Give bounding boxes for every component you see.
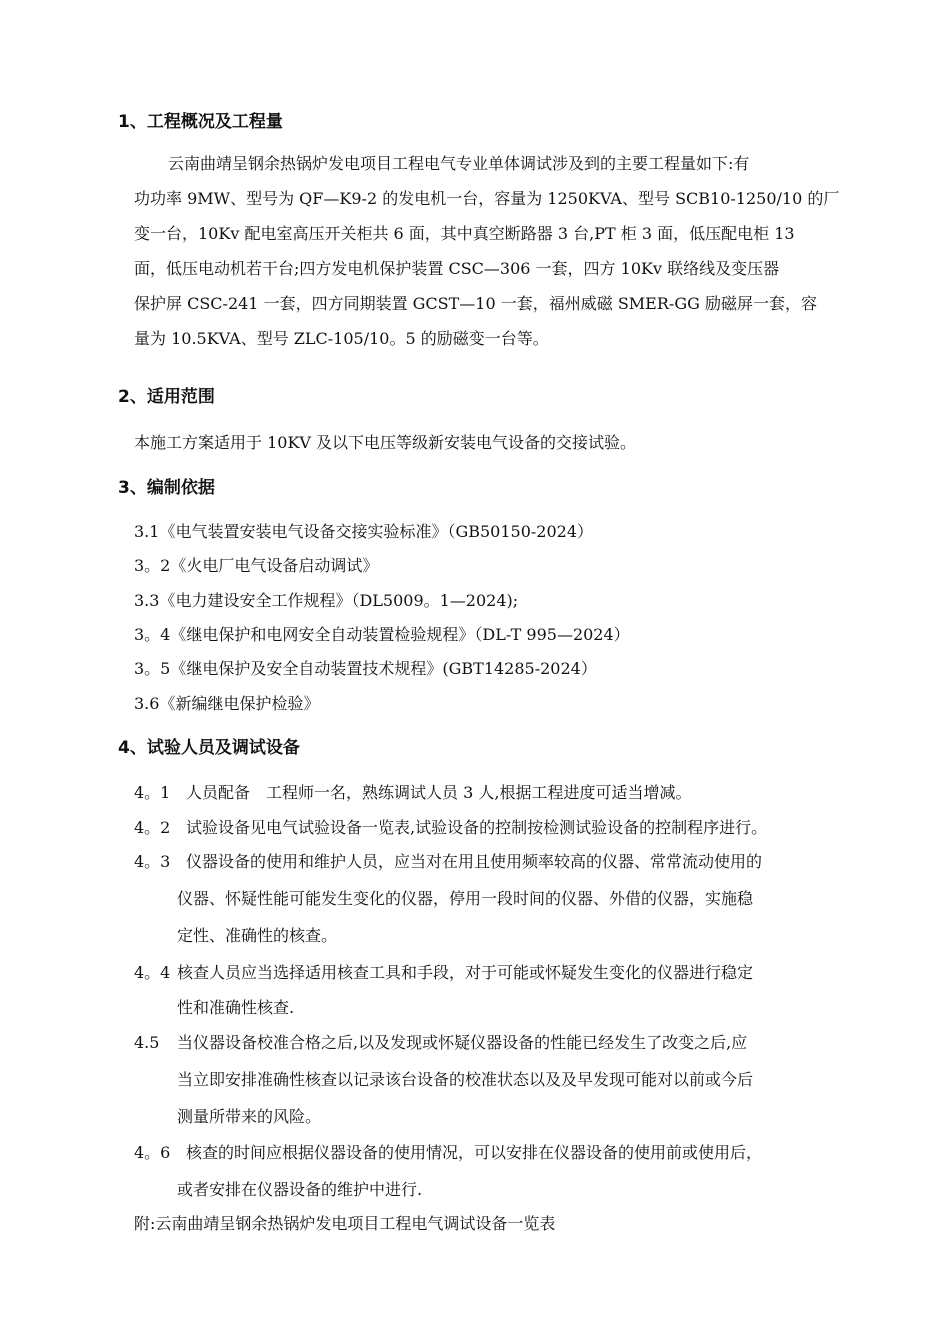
overview-line: 云南曲靖呈钢余热锅炉发电项目工程电气专业单体调试涉及到的主要工程量如下:有 [168,154,750,173]
item-line: 试验设备见电气试验设备一览表,试验设备的控制按检测试验设备的控制程序进行。 [186,818,768,837]
item-line: 定性、准确性的核查。 [177,926,338,945]
item-number: 4。3 [134,852,171,871]
item-line: 当立即安排准确性核查以记录该台设备的校准状态以及及早发现可能对以前或今后 [177,1070,754,1089]
item-line: 核查的时间应根据仪器设备的使用情况，可以安排在仪器设备的使用前或使用后， [186,1143,763,1162]
section-heading-overview: 1、工程概况及工程量 [118,112,283,132]
basis-item: 3。5《继电保护及安全自动装置技术规程》(GBT14285-2024） [134,659,597,678]
item-number: 4。2 [134,818,171,837]
item-line: 性和准确性核查. [177,998,295,1017]
section-heading-basis: 3、编制依据 [118,478,215,498]
appendix-note: 附:云南曲靖呈钢余热锅炉发电项目工程电气调试设备一览表 [134,1214,556,1233]
item-number: 4。4 [134,963,171,982]
item-line: 人员配备 工程师一名，熟练调试人员 3 人,根据工程进度可适当增减。 [186,783,692,802]
basis-item: 3.3《电力建设安全工作规程》（DL5009。1—2024); [134,591,519,610]
item-number: 4。6 [134,1143,171,1162]
overview-line: 保护屏 CSC-241 一套，四方同期装置 GCST—10 一套，福州威磁 SMER-GG 励磁屏一套，容 [134,294,817,313]
overview-line: 面，低压电动机若干台;四方发电机保护装置 CSC—306 一套，四方 10Kv 联络线及变压器 [134,259,780,278]
scope-text: 本施工方案适用于 10KV 及以下电压等级新安装电气设备的交接试验。 [134,433,637,452]
item-line: 仪器、怀疑性能可能发生变化的仪器，停用一段时间的仪器、外借的仪器，实施稳 [177,889,754,908]
overview-paragraph [134,146,894,356]
section-heading-personnel: 4、试验人员及调试设备 [118,738,300,758]
overview-line: 功功率 9MW、型号为 QF—K9-2 的发电机一台，容量为 1250KVA、型号 SCB10-1250/10 的厂 [134,189,840,208]
item-line: 仪器设备的使用和维护人员，应当对在用且使用频率较高的仪器、常常流动使用的 [186,852,763,871]
item-line: 或者安排在仪器设备的维护中进行. [177,1180,423,1199]
item-number: 4.5 [134,1033,160,1052]
section-heading-scope: 2、适用范围 [118,387,215,407]
item-line: 当仪器设备校准合格之后,以及发现或怀疑仪器设备的性能已经发生了改变之后,应 [177,1033,748,1052]
item-number: 4。1 [134,783,171,802]
basis-item: 3。2《火电厂电气设备启动调试》 [134,556,379,575]
basis-item: 3.6《新编继电保护检验》 [134,694,320,713]
overview-line: 量为 10.5KVA、型号 ZLC-105/10。5 的励磁变一台等。 [134,329,549,348]
overview-line: 变一台，10Kv 配电室高压开关柜共 6 面，其中真空断路器 3 台,PT 柜 3 面，低压配电柜 13 [134,224,795,243]
basis-item: 3.1《电气装置安装电气设备交接实验标准》（GB50150-2024） [134,522,594,541]
basis-item: 3。4《继电保护和电网安全自动装置检验规程》（DL-T 995—2024） [134,625,630,644]
item-line: 测量所带来的风险。 [177,1107,322,1126]
item-line: 核查人员应当选择适用核查工具和手段，对于可能或怀疑发生变化的仪器进行稳定 [177,963,754,982]
